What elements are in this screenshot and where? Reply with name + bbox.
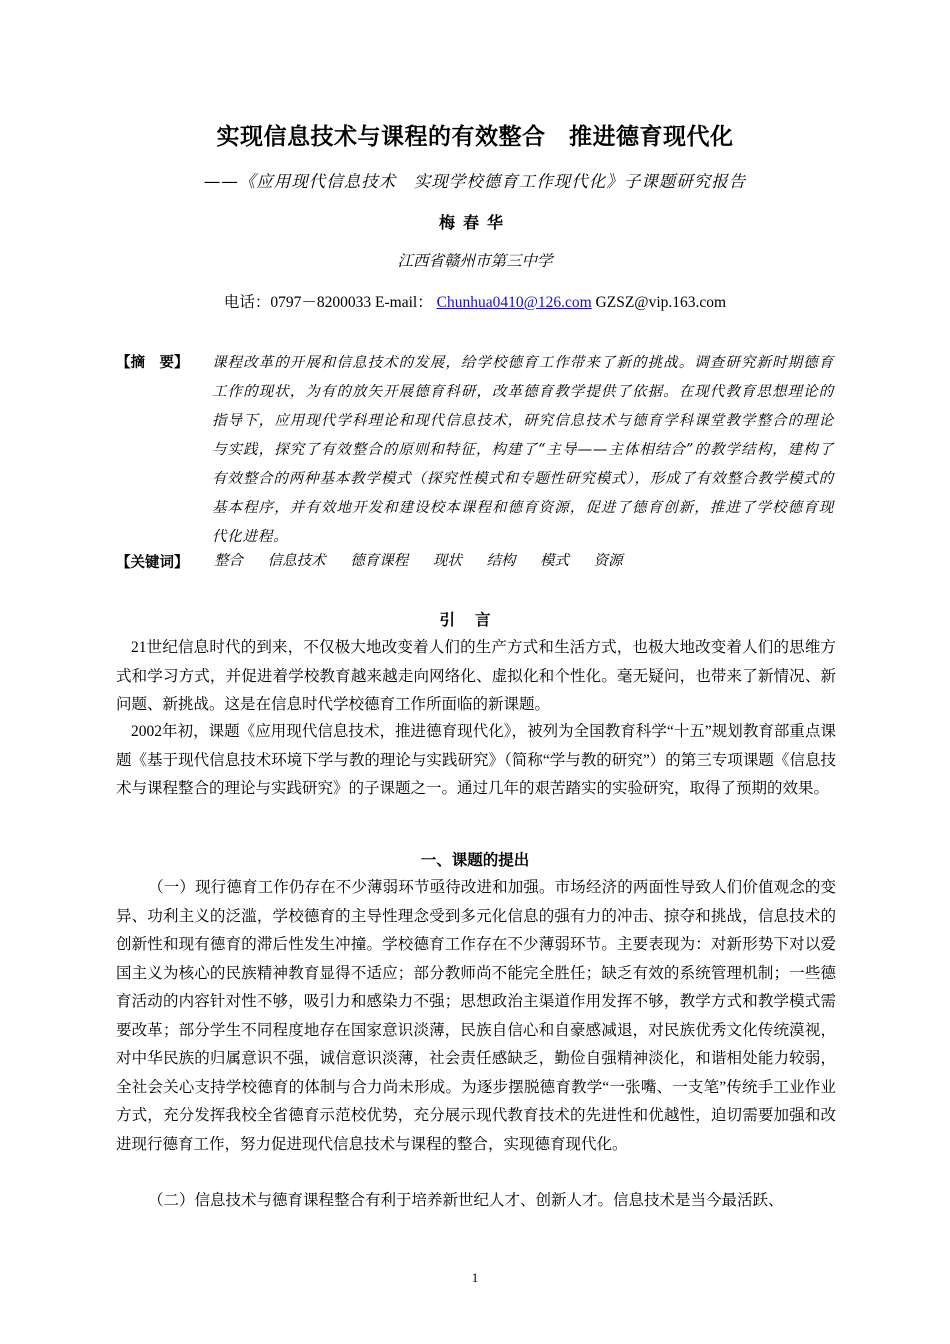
author-school: 江西省赣州市第三中学 [397,252,553,270]
document-subtitle: ——《应用现代信息技术 实现学校德育工作现代化》子课题研究报告 [203,172,747,191]
author-name: 梅春华 [438,213,511,232]
section1-heading: 一、课题的提出 [420,851,530,869]
abstract-text: 课程改革的开展和信息技术的发展，给学校德育工作带来了新的挑战。调查研究新时期德育工作的现状，为有的放矢开展德育科研，改革德育教学提供了依据。在现代教育思想理论的指导下，应用现代学科理论和现代信息技术，研究信息技术与德育学科课堂教学整合的理论与实践，探究了有效整合的原则和特征，构建了“主导——主体相结合”的教学结构，建构了有效整合的两种基本教学模式（探究性模式和专题性研究模式），形成了有效整合教学模式的基本程序，并有效地开发和建设校本课程和德育资源，促进了德育创新，推进了学校德育现代化进程。 [212,355,834,545]
keyword: 模式 [540,553,570,569]
section1-paragraph-2-text: （二）信息技术与德育课程整合有利于培养新世纪人才、创新人才。信息技术是当今最活跃、 [148,1192,784,1209]
page-number: 1 [471,1270,479,1285]
keyword: 现状 [432,553,462,569]
section1-paragraph-1-text: （一）现行德育工作仍存在不少薄弱环节亟待改进和加强。市场经济的两面性导致人们价值观念的变异、功利主义的泛滥，学校德育的主导性理念受到多元化信息的强有力的冲击、掠夺和挑战，信息技术的创新性和现有德育的滞后性发生冲撞。学校德育工作存在不少薄弱环节。主要表现为：对新形势下对以爱国主义为核心的民族精神教育显得不适应；部分教师尚不能完全胜任；缺乏有效的系统管理机制；一些德育活动的内容针对性不够，吸引力和感染力不强；思想政治主渠道作用发挥不够，教学方式和教学模式需要改革；部分学生不同程度地存在国家意识淡薄，民族自信心和自豪感减退，对民族优秀文化传统漠视，对中华民族的归属意识不强，诚信意识淡薄，社会责任感缺乏，勤俭自强精神淡化，和谐相处能力较弱，全社会关心支持学校德育的体制与合力尚未形成。为逐步摆脱德育教学“一张嘴、一支笔”传统手工业作业方式，充分发挥我校全省德育示范校优势，充分展示现代教育技术的先进性和优越性，迫切需要加强和改进现行德育工作，努力促进现代信息技术与课程的整合，实现德育现代化。 [116,879,836,1153]
keyword: 整合 [214,553,243,569]
section1-paragraph-1 [116,874,836,1159]
section1-paragraph-2 [116,1187,836,1216]
intro-heading: 引言 [439,611,511,629]
keyword: 资源 [593,553,623,569]
contact-prefix: 电话：0797－8200033 E-mail： [223,294,433,311]
keywords-list [214,549,643,570]
email-link[interactable]: Chunhua0410@126.com [436,294,592,311]
intro-paragraph-2 [116,718,836,804]
keyword: 结构 [486,553,516,569]
keywords-label: 【关键词】 [116,555,189,571]
document-title: 实现信息技术与课程的有效整合 推进德育现代化 [216,124,734,150]
intro-paragraph-1-text: 21世纪信息时代的到来，不仅极大地改变着人们的生产方式和生活方式，也极大地改变着人们的思维方式和学习方式，并促进着学校教育越来越走向网络化、虚拟化和个性化。毫无疑问，也带来了新情况、新问题、新挑战。这是在信息时代学校德育工作所面临的新课题。 [116,639,836,713]
intro-paragraph-1 [116,634,836,720]
contact-line [0,290,950,312]
intro-paragraph-2-text: 2002年初，课题《应用现代信息技术，推进德育现代化》，被列为全国教育科学“十五”规划教育部重点课题《基于现代信息技术环境下学与教的理论与实践研究》（简称“学与教的研究”）的第三专项课题《信息技术与课程整合的理论与实践研究》的子课题之一。通过几年的艰苦踏实的实验研究，取得了预期的效果。 [116,723,836,797]
keyword: 信息技术 [267,553,326,569]
abstract-label: 【摘 要】 [116,355,189,371]
email-second: GZSZ@vip.163.com [595,294,727,311]
keyword: 德育课程 [350,553,409,569]
